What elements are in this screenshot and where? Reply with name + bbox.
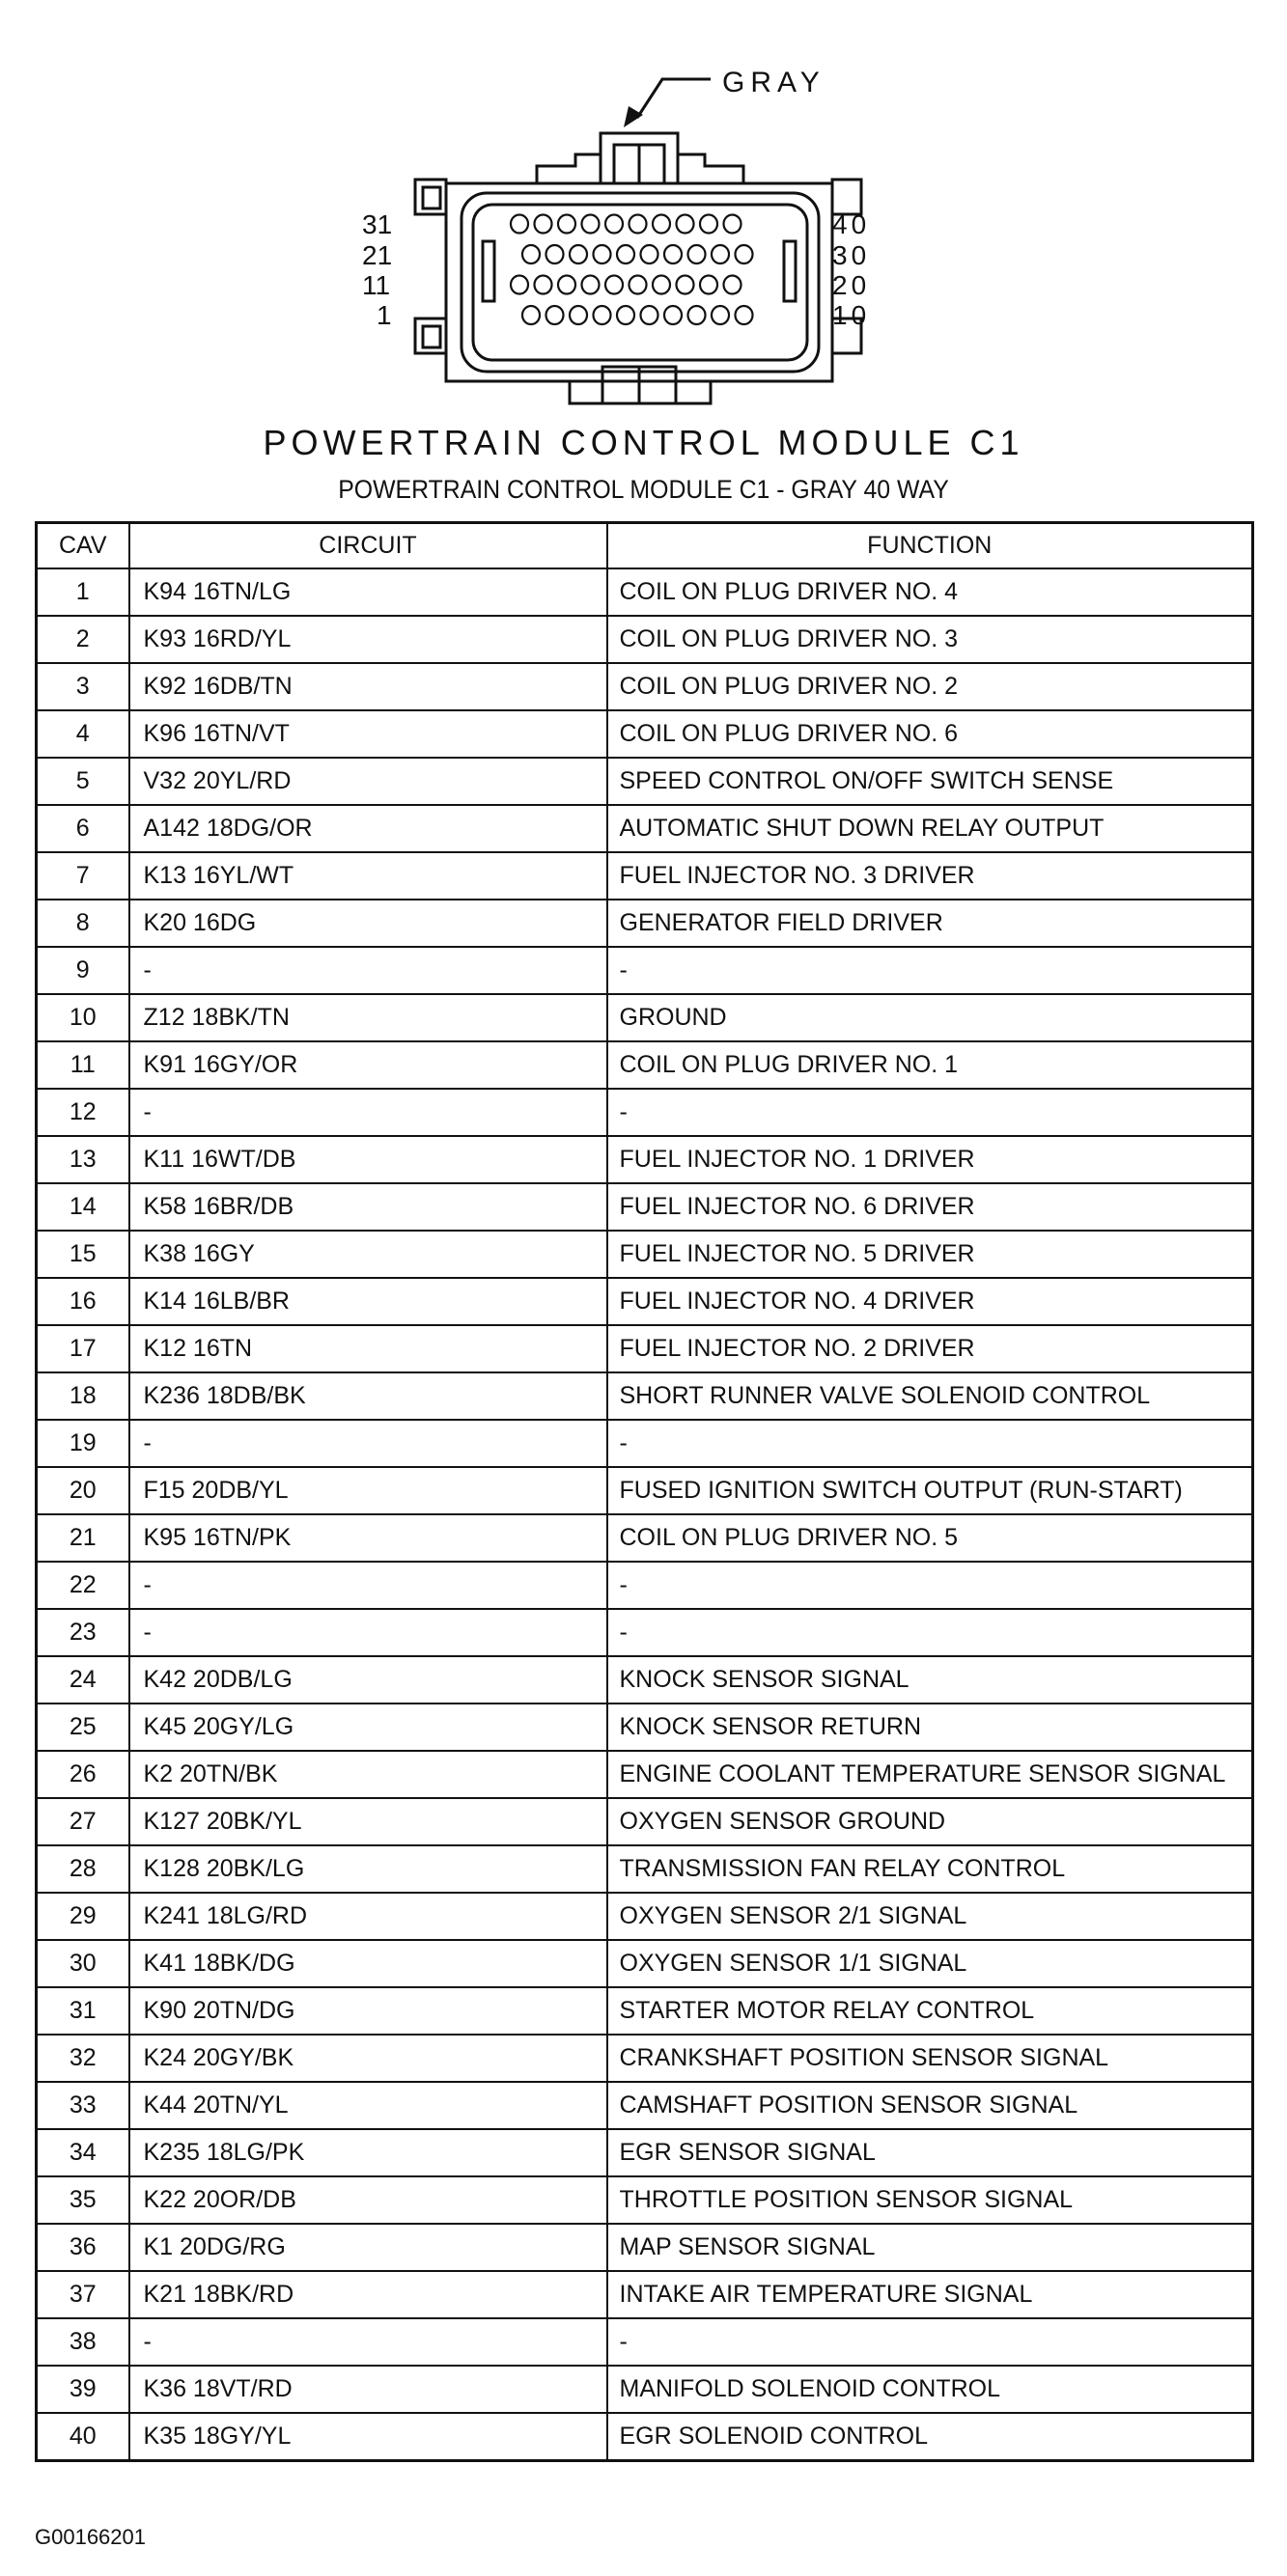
function-cell: EGR SENSOR SIGNAL [607,2129,1253,2176]
circuit-cell: - [129,1420,607,1467]
circuit-cell: K13 16YL/WT [129,852,607,900]
circuit-cell: K22 20OR/DB [129,2176,607,2224]
circuit-cell: K94 16TN/LG [129,568,607,616]
table-row [37,1940,1253,1987]
function-cell: SHORT RUNNER VALVE SOLENOID CONTROL [607,1372,1253,1420]
connector-pin [558,215,575,234]
function-cell: GROUND [607,994,1253,1041]
table-row [37,1231,1253,1278]
circuit-cell: K41 18BK/DG [129,1940,607,1987]
function-cell: FUEL INJECTOR NO. 6 DRIVER [607,1183,1253,1231]
connector-pin [653,276,670,294]
gray-callout [624,67,825,127]
connector-pin [736,245,753,263]
connector-diagram [0,0,1287,415]
column-header-function: FUNCTION [607,523,1253,569]
connector-pin [546,245,564,263]
table-row [37,2318,1253,2366]
cav-cell: 8 [37,900,129,947]
circuit-cell: K235 18LG/PK [129,2129,607,2176]
table-row [37,1467,1253,1514]
connector-pin [582,215,600,234]
cav-cell: 31 [37,1987,129,2035]
circuit-cell: K11 16WT/DB [129,1136,607,1183]
table-row [37,1278,1253,1325]
connector-pin [535,276,552,294]
function-cell: COIL ON PLUG DRIVER NO. 2 [607,663,1253,710]
table-row [37,2082,1253,2129]
connector-pin [677,276,694,294]
circuit-cell: K45 20GY/LG [129,1703,607,1751]
cav-cell: 25 [37,1703,129,1751]
cav-cell: 23 [37,1609,129,1656]
connector-pin [617,245,634,263]
circuit-cell: K42 20DB/LG [129,1656,607,1703]
cav-cell: 1 [37,568,129,616]
circuit-cell: K127 20BK/YL [129,1798,607,1845]
table-row [37,1514,1253,1562]
connector-pin [688,306,706,324]
connector-pin [605,215,623,234]
circuit-cell: K20 16DG [129,900,607,947]
circuit-cell: K91 16GY/OR [129,1041,607,1089]
pinout-table [35,521,1254,2462]
connector-pin [664,306,682,324]
table-row [37,663,1253,710]
cav-cell: 27 [37,1798,129,1845]
connector-pin [546,306,564,324]
table-row [37,2129,1253,2176]
cav-cell: 40 [37,2413,129,2461]
table-row [37,710,1253,758]
left-pin-numbers [362,209,392,330]
circuit-cell: V32 20YL/RD [129,758,607,805]
function-cell: FUSED IGNITION SWITCH OUTPUT (RUN-START) [607,1467,1253,1514]
table-row [37,568,1253,616]
connector-pin [522,306,540,324]
function-cell: TRANSMISSION FAN RELAY CONTROL [607,1845,1253,1893]
function-cell: FUEL INJECTOR NO. 3 DRIVER [607,852,1253,900]
function-cell: OXYGEN SENSOR GROUND [607,1798,1253,1845]
cav-cell: 28 [37,1845,129,1893]
function-cell: - [607,1609,1253,1656]
table-row [37,2224,1253,2271]
table-row [37,852,1253,900]
cav-cell: 11 [37,1041,129,1089]
function-cell: THROTTLE POSITION SENSOR SIGNAL [607,2176,1253,2224]
table-row [37,616,1253,663]
connector-pin [582,276,600,294]
pin-number-label: 21 [362,240,393,270]
function-cell: FUEL INJECTOR NO. 5 DRIVER [607,1231,1253,1278]
circuit-cell: K44 20TN/YL [129,2082,607,2129]
table-row [37,1325,1253,1372]
circuit-cell: K12 16TN [129,1325,607,1372]
circuit-cell: K58 16BR/DB [129,1183,607,1231]
table-row [37,1656,1253,1703]
cav-cell: 24 [37,1656,129,1703]
table-row [37,1089,1253,1136]
cav-cell: 17 [37,1325,129,1372]
pin-number-label: 30 [832,240,871,270]
circuit-cell: - [129,1089,607,1136]
pin-number-label: 10 [832,300,871,330]
callout-label: GRAY [722,67,825,98]
table-row [37,2176,1253,2224]
circuit-cell: - [129,2318,607,2366]
circuit-cell: K1 20DG/RG [129,2224,607,2271]
function-cell: OXYGEN SENSOR 1/1 SIGNAL [607,1940,1253,1987]
function-cell: AUTOMATIC SHUT DOWN RELAY OUTPUT [607,805,1253,852]
pin-number-label: 31 [362,209,393,239]
table-row [37,758,1253,805]
table-row [37,805,1253,852]
connector-pin [688,245,706,263]
connector-pin-array [511,215,753,325]
connector-pin [712,306,729,324]
table-row [37,2035,1253,2082]
function-cell: - [607,1420,1253,1467]
function-cell: STARTER MOTOR RELAY CONTROL [607,1987,1253,2035]
table-row [37,947,1253,994]
circuit-cell: K38 16GY [129,1231,607,1278]
connector-pin [511,276,528,294]
table-row [37,1372,1253,1420]
table-row [37,1845,1253,1893]
circuit-cell: K35 18GY/YL [129,2413,607,2461]
cav-cell: 30 [37,1940,129,1987]
circuit-cell: Z12 18BK/TN [129,994,607,1041]
cav-cell: 39 [37,2366,129,2413]
circuit-cell: F15 20DB/YL [129,1467,607,1514]
figure-id: G00166201 [35,2525,146,2549]
function-cell: - [607,1089,1253,1136]
circuit-cell: K24 20GY/BK [129,2035,607,2082]
connector-pin [594,245,611,263]
circuit-cell: K2 20TN/BK [129,1751,607,1798]
connector-pin [617,306,634,324]
connector-pin [712,245,729,263]
function-cell: - [607,1562,1253,1609]
connector-pin [594,306,611,324]
cav-cell: 37 [37,2271,129,2318]
connector-pin [522,245,540,263]
table-row [37,1183,1253,1231]
cav-cell: 22 [37,1562,129,1609]
connector-pin [511,215,528,234]
function-cell: - [607,947,1253,994]
connector-pin [736,306,753,324]
table-row [37,1798,1253,1845]
table-row [37,1703,1253,1751]
connector-pin [605,276,623,294]
connector-pin [630,276,647,294]
circuit-cell: K93 16RD/YL [129,616,607,663]
connector-pin [641,306,658,324]
table-row [37,994,1253,1041]
cav-cell: 5 [37,758,129,805]
table-row [37,2413,1253,2461]
cav-cell: 34 [37,2129,129,2176]
function-cell: COIL ON PLUG DRIVER NO. 3 [607,616,1253,663]
table-caption: POWERTRAIN CONTROL MODULE C1 - GRAY 40 WAY [338,475,949,504]
function-cell: INTAKE AIR TEMPERATURE SIGNAL [607,2271,1253,2318]
cav-cell: 9 [37,947,129,994]
cav-cell: 20 [37,1467,129,1514]
table-row [37,1609,1253,1656]
cav-cell: 14 [37,1183,129,1231]
function-cell: SPEED CONTROL ON/OFF SWITCH SENSE [607,758,1253,805]
cav-cell: 4 [37,710,129,758]
connector-pin [724,215,741,234]
function-cell: CRANKSHAFT POSITION SENSOR SIGNAL [607,2035,1253,2082]
connector-pin [641,245,658,263]
connector-pin [700,215,717,234]
table-row [37,1562,1253,1609]
cav-cell: 6 [37,805,129,852]
connector-drawing [0,0,1287,415]
cav-cell: 38 [37,2318,129,2366]
circuit-cell: K241 18LG/RD [129,1893,607,1940]
connector-pin [535,215,552,234]
figure-title: POWERTRAIN CONTROL MODULE C1 [263,423,1024,462]
function-cell: FUEL INJECTOR NO. 2 DRIVER [607,1325,1253,1372]
connector-pin [630,215,647,234]
cav-cell: 35 [37,2176,129,2224]
connector-housing [415,180,861,381]
function-cell: KNOCK SENSOR SIGNAL [607,1656,1253,1703]
function-cell: COIL ON PLUG DRIVER NO. 1 [607,1041,1253,1089]
function-cell: FUEL INJECTOR NO. 4 DRIVER [607,1278,1253,1325]
table-row [37,1987,1253,2035]
pinout-table-body [37,568,1253,2461]
connector-pin [570,245,587,263]
connector-pin [664,245,682,263]
table-row [37,1420,1253,1467]
circuit-cell: A142 18DG/OR [129,805,607,852]
table-row [37,1136,1253,1183]
function-cell: MAP SENSOR SIGNAL [607,2224,1253,2271]
cav-cell: 15 [37,1231,129,1278]
function-cell: KNOCK SENSOR RETURN [607,1703,1253,1751]
circuit-cell: K36 18VT/RD [129,2366,607,2413]
cav-cell: 33 [37,2082,129,2129]
circuit-cell: K90 20TN/DG [129,1987,607,2035]
connector-pin [653,215,670,234]
circuit-cell: - [129,1609,607,1656]
cav-cell: 26 [37,1751,129,1798]
connector-pin [558,276,575,294]
cav-cell: 36 [37,2224,129,2271]
pin-number-label: 11 [362,270,391,300]
cav-cell: 18 [37,1372,129,1420]
connector-top-tab [537,133,743,183]
pin-number-label: 40 [832,209,871,239]
circuit-cell: K21 18BK/RD [129,2271,607,2318]
function-cell: FUEL INJECTOR NO. 1 DRIVER [607,1136,1253,1183]
connector-pin [724,276,741,294]
circuit-cell: K14 16LB/BR [129,1278,607,1325]
circuit-cell: K96 16TN/VT [129,710,607,758]
table-row [37,2271,1253,2318]
table-row [37,2366,1253,2413]
circuit-cell: - [129,1562,607,1609]
cav-cell: 3 [37,663,129,710]
function-cell: OXYGEN SENSOR 2/1 SIGNAL [607,1893,1253,1940]
table-header-row [37,523,1253,569]
circuit-cell: K236 18DB/BK [129,1372,607,1420]
circuit-cell: - [129,947,607,994]
cav-cell: 29 [37,1893,129,1940]
cav-cell: 2 [37,616,129,663]
function-cell: GENERATOR FIELD DRIVER [607,900,1253,947]
circuit-cell: K95 16TN/PK [129,1514,607,1562]
pin-number-label: 1 [377,300,392,330]
connector-pin [700,276,717,294]
cav-cell: 16 [37,1278,129,1325]
connector-pin [677,215,694,234]
function-cell: COIL ON PLUG DRIVER NO. 5 [607,1514,1253,1562]
function-cell: ENGINE COOLANT TEMPERATURE SENSOR SIGNAL [607,1751,1253,1798]
pin-number-label: 20 [832,270,871,300]
cav-cell: 32 [37,2035,129,2082]
function-cell: - [607,2318,1253,2366]
column-header-circuit: CIRCUIT [129,523,607,569]
table-row [37,1751,1253,1798]
function-cell: COIL ON PLUG DRIVER NO. 6 [607,710,1253,758]
cav-cell: 21 [37,1514,129,1562]
cav-cell: 10 [37,994,129,1041]
table-row [37,1893,1253,1940]
cav-cell: 12 [37,1089,129,1136]
column-header-cav: CAV [37,523,129,569]
function-cell: EGR SOLENOID CONTROL [607,2413,1253,2461]
circuit-cell: K128 20BK/LG [129,1845,607,1893]
connector-pin [570,306,587,324]
cav-cell: 7 [37,852,129,900]
function-cell: MANIFOLD SOLENOID CONTROL [607,2366,1253,2413]
cav-cell: 13 [37,1136,129,1183]
circuit-cell: K92 16DB/TN [129,663,607,710]
table-row [37,1041,1253,1089]
table-row [37,900,1253,947]
cav-cell: 19 [37,1420,129,1467]
function-cell: CAMSHAFT POSITION SENSOR SIGNAL [607,2082,1253,2129]
function-cell: COIL ON PLUG DRIVER NO. 4 [607,568,1253,616]
right-pin-numbers [832,209,870,330]
